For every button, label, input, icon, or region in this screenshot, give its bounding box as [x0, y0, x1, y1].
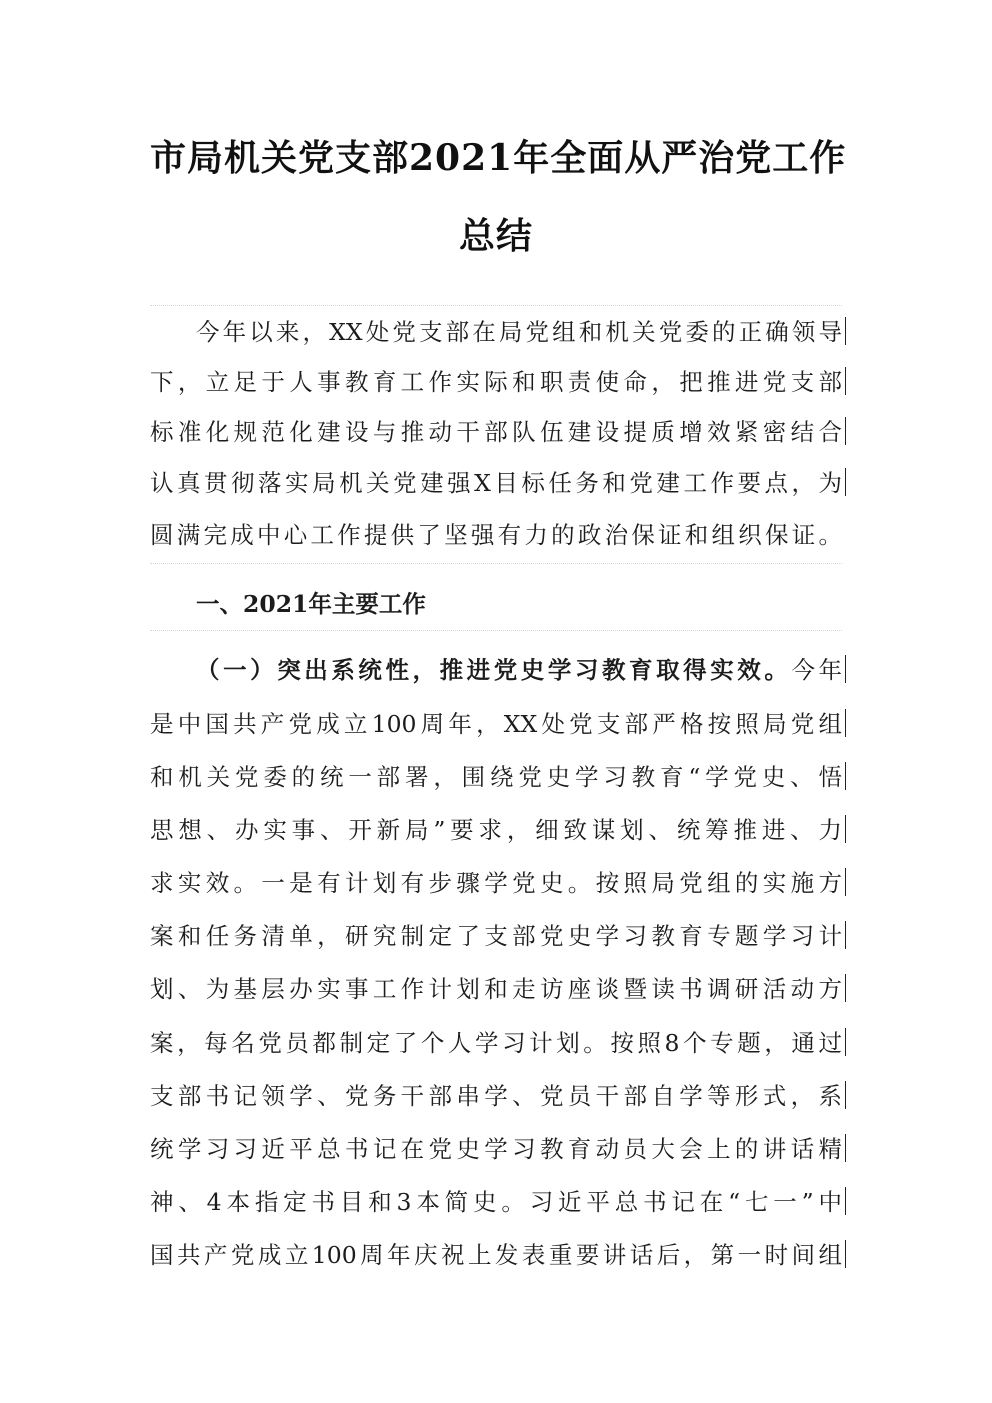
paragraph-line: 是中国共产党成立100周年，XX处党支部严格按照局党组: [150, 704, 842, 744]
paragraph-line: 案，每名党员都制定了个人学习计划。按照8个专题，通过: [150, 1023, 842, 1063]
paragraph-line: 统学习习近平总书记在党史学习教育动员大会上的讲话精: [150, 1129, 842, 1169]
document-title-line-1: 市局机关党支部2021年全面从严治党工作: [150, 137, 847, 179]
paragraph-line: 和机关党委的统一部署，围绕党史学习教育“学党史、悟: [150, 757, 842, 797]
paragraph-line: 求实效。一是有计划有步骤学党史。按照局党组的实施方: [150, 863, 842, 903]
paragraph-line: 国共产党成立100周年庆祝上发表重要讲话后，第一时间组: [150, 1235, 842, 1275]
divider: [150, 630, 842, 631]
paragraph-line: 支部书记领学、党务干部串学、党员干部自学等形式，系: [150, 1076, 842, 1116]
section-heading: 一、2021年主要工作: [196, 590, 426, 618]
subsection-first-line: [196, 650, 842, 690]
paragraph-line: 认真贯彻落实局机关党建强X目标任务和党建工作要点，为: [150, 463, 842, 503]
subsection-heading: （一）突出系统性，推进党史学习教育取得实效。: [196, 656, 792, 684]
divider: [150, 563, 842, 564]
paragraph-line: 神、4本指定书目和3本简史。习近平总书记在“七一”中: [150, 1182, 842, 1222]
paragraph-line: 圆满完成中心工作提供了坚强有力的政治保证和组织保证。: [150, 521, 842, 549]
paragraph-line: 标准化规范化建设与推动干部队伍建设提质增效紧密结合: [150, 412, 842, 452]
paragraph-line: 案和任务清单，研究制定了支部党史学习教育专题学习计: [150, 916, 842, 956]
divider: [150, 305, 842, 306]
paragraph-line: 下，立足于人事教育工作实际和职责使命，把推进党支部: [150, 362, 842, 402]
paragraph-line: 思想、办实事、开新局”要求，细致谋划、统筹推进、力: [150, 810, 842, 850]
paragraph-line: 今年以来，XX处党支部在局党组和机关党委的正确领导: [196, 312, 842, 352]
document-title-line-2: 总结: [458, 215, 533, 257]
paragraph-text: 今年: [791, 656, 843, 684]
paragraph-line: 划、为基层办实事工作计划和走访座谈暨读书调研活动方: [150, 969, 842, 1009]
